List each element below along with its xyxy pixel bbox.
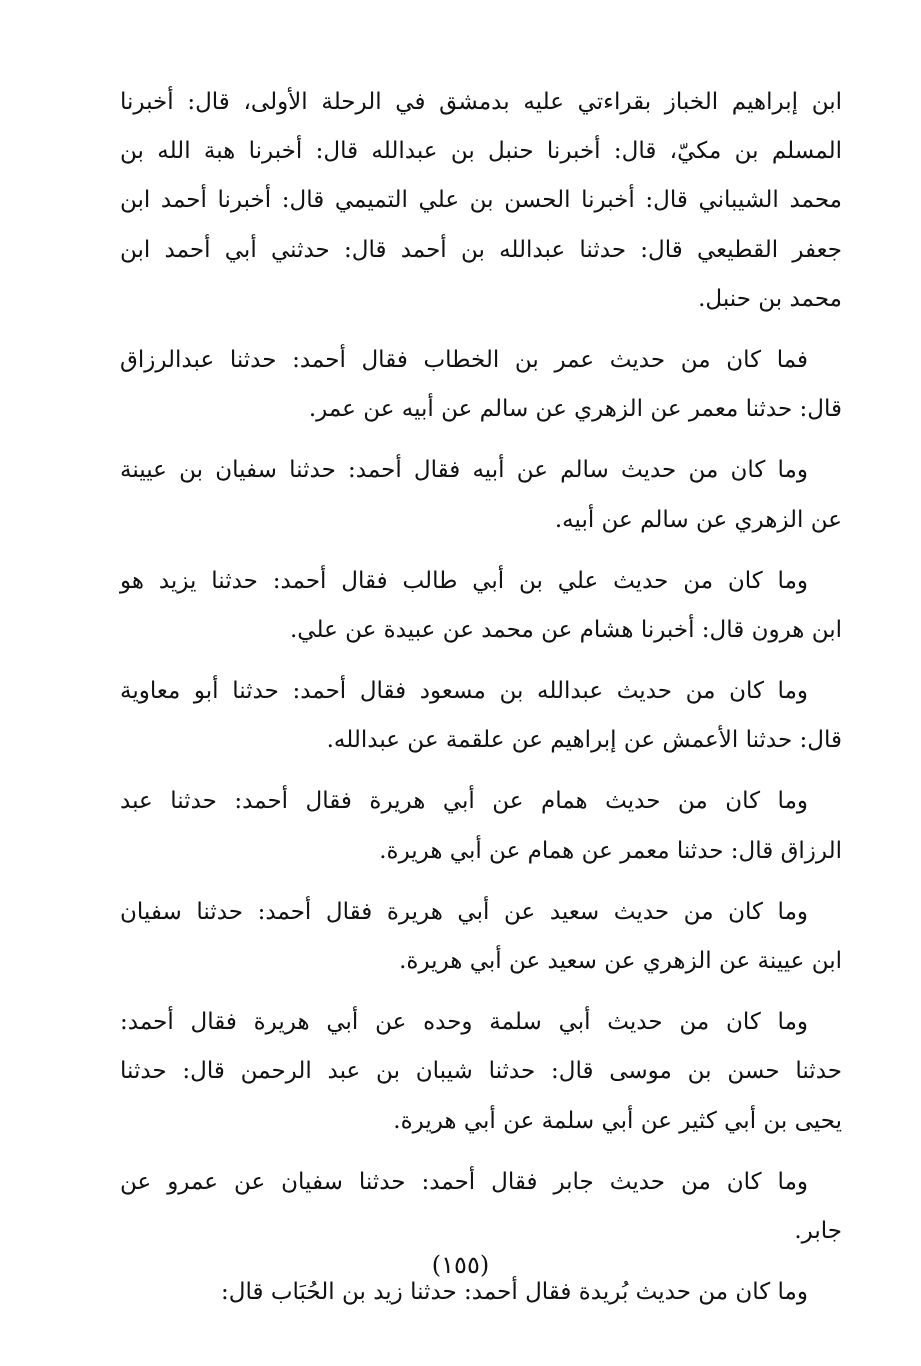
- text-line: جابر.: [794, 1217, 842, 1244]
- text-line: قال: حدثنا معمر عن الزهري عن سالم عن أبيه عن عمر.: [308, 396, 842, 423]
- text-line: وما كان من حديث أبي سلمة وحده عن أبي هريرة فقال أحمد:: [120, 1009, 808, 1036]
- text-line: فما كان من حديث عمر بن الخطاب فقال أحمد: حدثنا عبدالرزاق: [120, 346, 808, 373]
- text-line: محمد بن حنبل.: [698, 285, 842, 312]
- text-line: ابن إبراهيم الخباز بقراءتي عليه بدمشق في الرحلة الأولى، قال: أخبرنا: [120, 89, 842, 115]
- text-line: ابن عيينة عن الزهري عن سعيد عن أبي هريرة.: [399, 948, 842, 974]
- paragraph: [120, 1158, 842, 1256]
- text-line: عن الزهري عن سالم عن أبيه.: [554, 506, 842, 533]
- page-number: (١٥٥): [431, 1251, 490, 1279]
- text-line: وما كان من حديث علي بن أبي طالب فقال أحمد: حدثنا يزيد هو: [120, 567, 808, 594]
- page-body: [120, 78, 842, 1329]
- paragraph: [120, 777, 842, 875]
- text-line: وما كان من حديث همام عن أبي هريرة فقال أحمد: حدثنا عبد: [120, 788, 808, 815]
- text-line: وما كان من حديث جابر فقال أحمد: حدثنا سفيان عن عمرو عن: [120, 1168, 808, 1195]
- text-line: جعفر القطيعي قال: حدثنا عبدالله بن أحمد قال: حدثني أبي أحمد ابن: [120, 236, 842, 263]
- text-line: يحيى بن أبي كثير عن أبي سلمة عن أبي هريرة.: [393, 1107, 842, 1134]
- text-line: وما كان من حديث سعيد عن أبي هريرة فقال أحمد: حدثنا سفيان: [120, 898, 808, 925]
- paragraph: [120, 336, 842, 434]
- text-line: الرزاق قال: حدثنا معمر عن همام عن أبي هريرة.: [379, 837, 842, 864]
- text-line: المسلم بن مكيّ، قال: أخبرنا حنبل بن عبدالله قال: أخبرنا هبة الله بن: [120, 138, 842, 165]
- text-line: قال: حدثنا الأعمش عن إبراهيم عن علقمة عن عبدالله.: [326, 727, 842, 754]
- paragraph: [120, 998, 842, 1146]
- text-line: وما كان من حديث سالم عن أبيه فقال أحمد: حدثنا سفيان بن عيينة: [120, 457, 808, 484]
- paragraph: [120, 446, 842, 544]
- paragraph: [120, 667, 842, 765]
- text-line: وما كان من حديث عبدالله بن مسعود فقال أحمد: حدثنا أبو معاوية: [120, 678, 808, 705]
- text-line: ابن هرون قال: أخبرنا هشام عن محمد عن عبيدة عن علي.: [289, 616, 842, 643]
- paragraph: [120, 888, 842, 986]
- text-line: حدثنا حسن بن موسى قال: حدثنا شيبان بن عبد الرحمن قال: حدثنا: [120, 1058, 842, 1085]
- text-line: محمد الشيباني قال: أخبرنا الحسن بن علي التميمي قال: أخبرنا أحمد ابن: [120, 187, 842, 214]
- text-line: وما كان من حديث بُريدة فقال أحمد: حدثنا زيد بن الحُبَاب قال:: [221, 1279, 808, 1306]
- paragraph: [120, 557, 842, 655]
- paragraph: [120, 78, 842, 324]
